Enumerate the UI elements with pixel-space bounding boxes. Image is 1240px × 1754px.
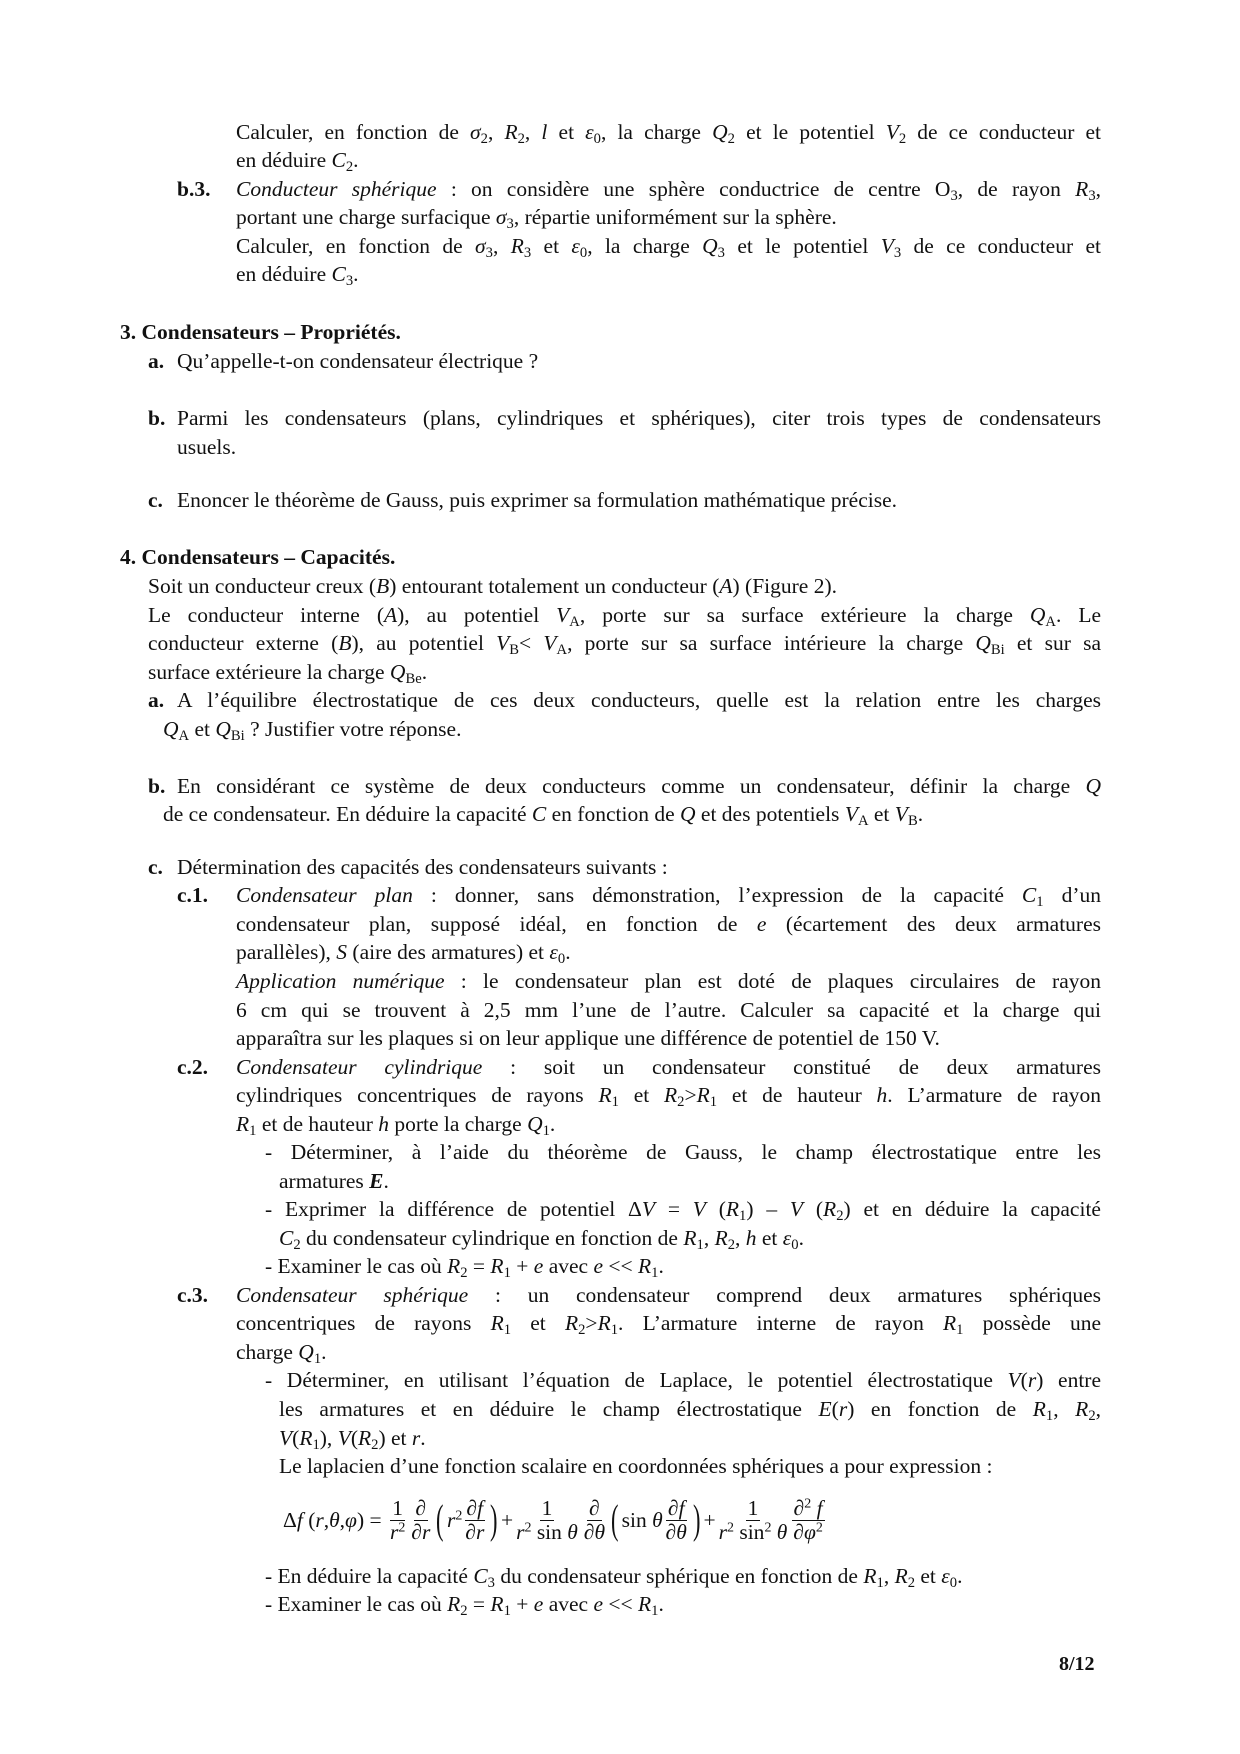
section4-b-marker: b. [148,774,166,798]
section4-intro1: Soit un conducteur creux (B) entourant totalement un conducteur (A) (Figure 2). [148,574,838,598]
c3-d1-line1: - Déterminer, en utilisant l’équation de Laplace, le potentiel électrostatique V(r) entre [265,1368,1101,1392]
section3-c-marker: c. [148,488,163,512]
section3-c-text: Enoncer le théorème de Gauss, puis exprimer sa formulation mathématique précise. [177,488,897,512]
c3-line1: Condensateur sphérique : un condensateur comprend deux armatures sphériques [236,1283,1101,1307]
b3-line3: Calculer, en fonction de $\sigma_3$, $R_3$ et $\varepsilon_0$, la charge $Q_3$ et le potentiel $V_3$ de ce conducteur et [236,234,1102,262]
section3-b-line2: usuels. [177,435,237,459]
b2-line2: en déduire $C_2$. [236,148,359,176]
section3-b-marker: b. [148,406,166,430]
c3-d2: - En déduire la capacité $C_3$ du condensateur sphérique en fonction de $R_1$, $R_2$ et $\varepsilon_0$. [265,1564,963,1592]
section3-a-text: Qu’appelle-t-on condensateur électrique ? [177,349,539,373]
c2-line3: $R_1$ et de hauteur h porte la charge $Q_1$. [236,1112,556,1140]
section4-intro3: conducteur externe (B), au potentiel $V_B< V_A$, porte sur sa surface intérieure la charge $Q_{Bi}$ et sur sa [148,631,1101,659]
c2-marker: c.2. [177,1055,209,1079]
section4-heading: 4. Condensateurs – Capacités. [120,545,396,569]
c2-d1-line1: - Déterminer, à l’aide du théorème de Gauss, le champ électrostatique entre les [265,1140,1101,1164]
section4-b-line1: En considérant ce système de deux conducteurs comme un condensateur, définir la charge Q [177,774,1101,798]
c1-line3: parallèles), S (aire des armatures) et $\varepsilon_0$. [236,940,571,968]
c1-line4: Application numérique : le condensateur plan est doté de plaques circulaires de rayon [236,969,1101,993]
b3-line4: en déduire $C_3$. [236,262,359,290]
c1-line6: apparaîtra sur les plaques si on leur applique une différence de potentiel de 150 V. [236,1026,940,1050]
c2-d1-line2: armatures E. [279,1169,389,1193]
laplacian-formula: Δf (r,θ,φ) = $\frac{1}{r^2}$ $\frac{\partial}{\partial r}$ ( $r^2$ $\frac{\partial f}{\partial r}$ ) + $\frac{1}{r^2 \sin \theta}$ $\frac{\partial}{\partial\theta}$ ( sin θ $\frac{\partial f}{\partial\theta}$ ) + $\frac{1}{r^2 \sin^2 \theta}$ $\frac{\partial^2 f}{\partial\varphi^2}$ [283,1495,823,1544]
c2-d2-line2: $C_2$ du condensateur cylindrique en fonction de $R_1$, $R_2$, h et $\varepsilon_0$. [279,1226,804,1254]
section4-intro2: Le conducteur interne (A), au potentiel $V_A$, porte sur sa surface extérieure la charge $Q_A$. Le [148,603,1102,631]
c3-line3: charge $Q_1$. [236,1340,327,1368]
section4-a-line1: A l’équilibre électrostatique de ces deux conducteurs, quelle est la relation entre les charges [177,688,1101,712]
c3-line2: concentriques de rayons $R_1$ et $R_2>R_1$. L’armature interne de rayon $R_1$ possède une [236,1311,1101,1339]
c3-d3: - Examiner le cas où $R_2 = R_1 + e$ avec $e << R_1$. [265,1592,664,1620]
c1-line2: condensateur plan, supposé idéal, en fonction de e (écartement des deux armatures [236,912,1101,936]
c1-marker: c.1. [177,883,209,907]
c1-line5: 6 cm qui se trouvent à 2,5 mm l’une de l’autre. Calculer sa capacité et la charge qui [236,998,1101,1022]
c3-d1-line2: les armatures et en déduire le champ électrostatique E(r) en fonction de $R_1$, $R_2$, [279,1397,1101,1425]
b3-line2: portant une charge surfacique $\sigma_3$, répartie uniformément sur la sphère. [236,205,837,233]
section3-a-marker: a. [148,349,165,373]
section4-c-text: Détermination des capacités des condensateurs suivants : [177,855,668,879]
c2-line2: cylindriques concentriques de rayons $R_1$ et $R_2>R_1$ et de hauteur h. L’armature de rayon [236,1083,1101,1111]
c2-d2-line1: - Exprimer la différence de potentiel ΔV = V $(R_1)$ – V $(R_2)$ et en déduire la capacité [265,1197,1101,1225]
section3-heading: 3. Condensateurs – Propriétés. [120,320,401,344]
section4-b-line2: de ce condensateur. En déduire la capacité C en fonction de Q et des potentiels $V_A$ et $V_B$. [163,802,924,830]
b3-line1: Conducteur sphérique : on considère une sphère conductrice de centre $O_3$, de rayon $R_3$, [236,177,1101,205]
section3-b-line1: Parmi les condensateurs (plans, cylindriques et sphériques), citer trois types de condensateurs [177,406,1101,430]
page-number: 8/12 [1059,1653,1095,1675]
c2-d3: - Examiner le cas où $R_2 = R_1 + e$ avec $e << R_1$. [265,1254,664,1282]
c2-line1: Condensateur cylindrique : soit un condensateur constitué de deux armatures [236,1055,1101,1079]
c3-d1-line3: $V(R_1)$, $V(R_2)$ et r. [279,1426,426,1454]
b3-marker: b.3. [177,177,211,201]
section4-a-marker: a. [148,688,165,712]
b2-line1: Calculer, en fonction de $\sigma_2$, $R_2$, l et $\varepsilon_0$, la charge $Q_2$ et le potentiel $V_2$ de ce conducteur et [236,120,1102,148]
section4-a-line2: $Q_A$ et $Q_{Bi}$ ? Justifier votre réponse. [163,717,462,745]
section4-c-marker: c. [148,855,163,879]
section4-intro4: surface extérieure la charge $Q_{Be}$. [148,660,428,688]
c1-line1: Condensateur plan : donner, sans démonstration, l’expression de la capacité $C_1$ d’un [236,883,1101,911]
c3-laplacian-intro: Le laplacien d’une fonction scalaire en coordonnées sphériques a pour expression : [279,1454,993,1478]
c3-marker: c.3. [177,1283,209,1307]
